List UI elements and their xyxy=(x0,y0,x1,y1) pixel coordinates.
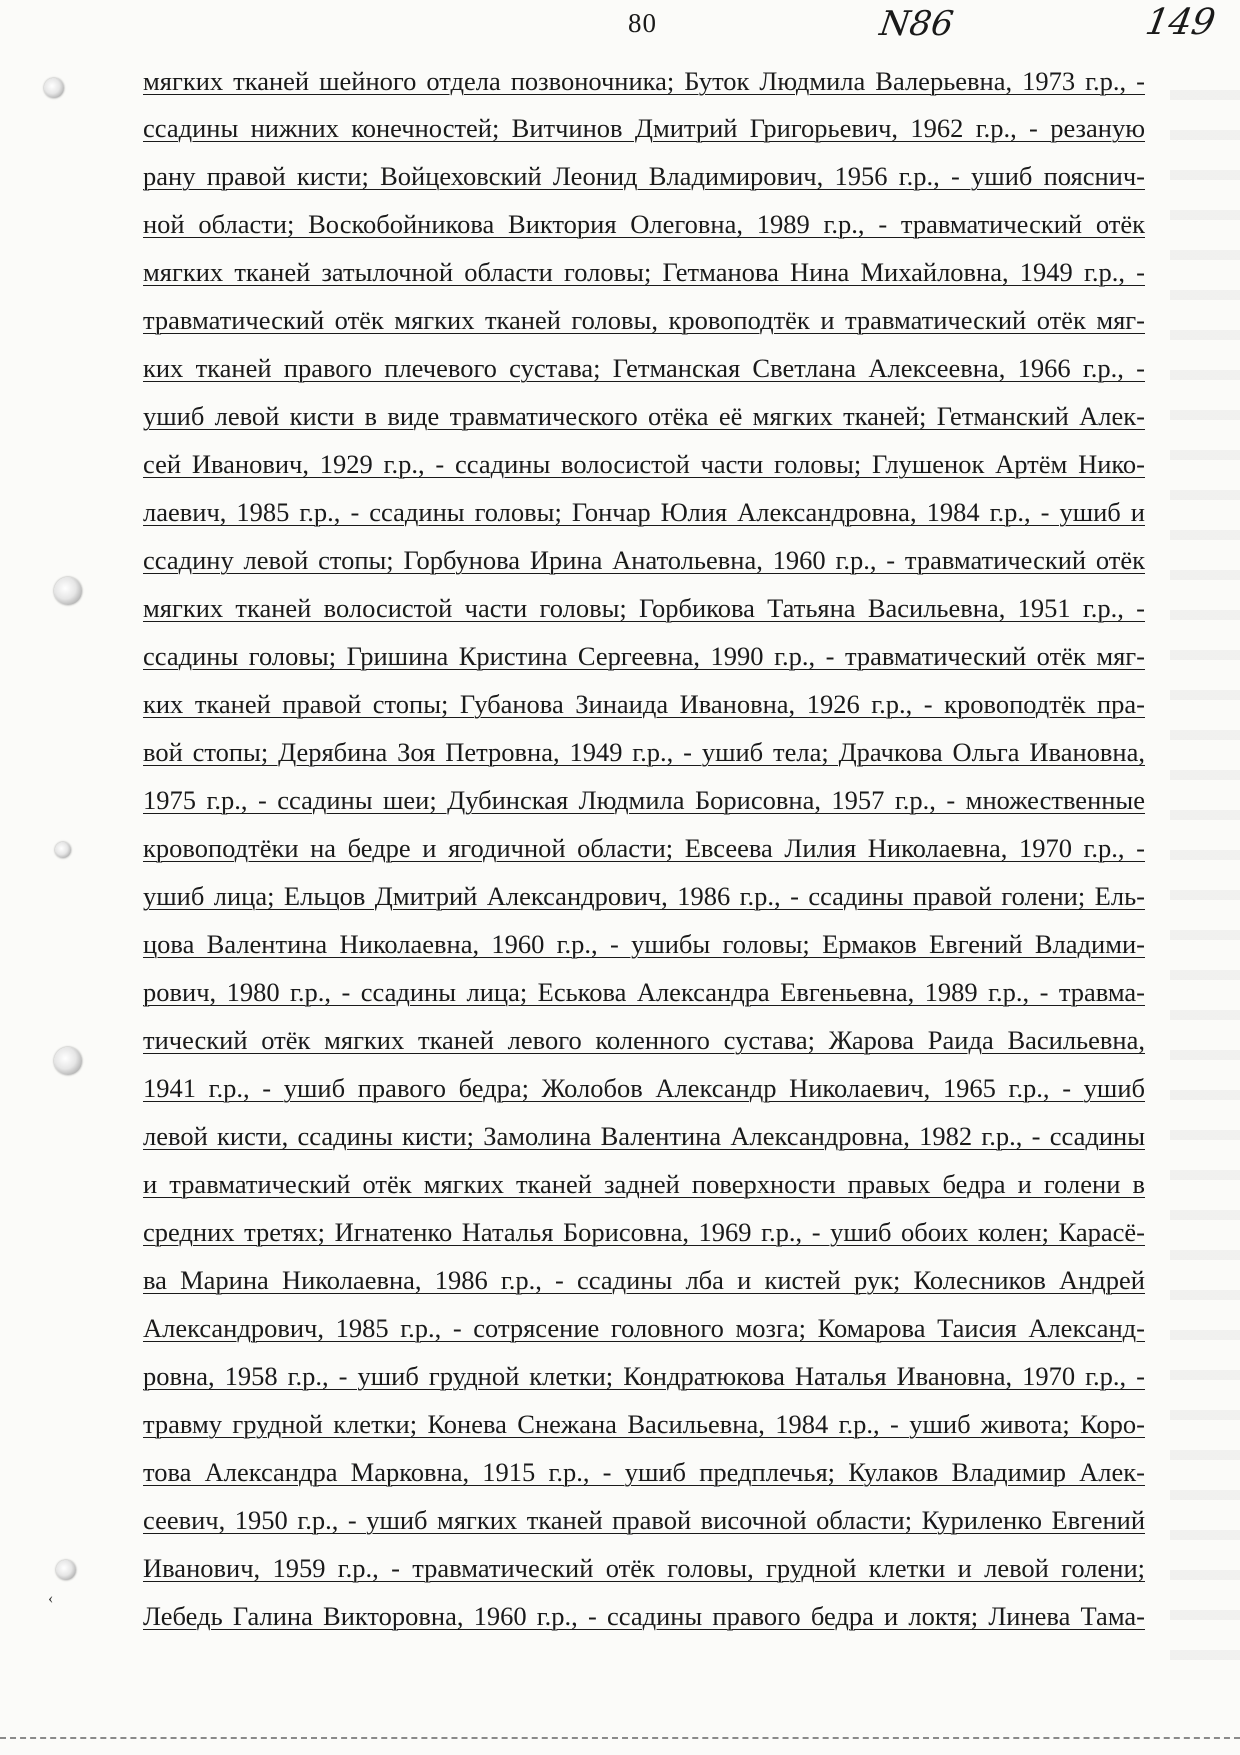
text-line: ссадины нижних конечностей; Витчинов Дмитрий Григорьевич, 1962 г.р., - резаную xyxy=(143,113,1145,143)
punch-hole xyxy=(44,78,64,98)
text-line: 1941 г.р., - ушиб правого бедра; Жолобов Александр Николаевич, 1965 г.р., - ушиб xyxy=(143,1073,1145,1103)
text-line: Лебедь Галина Викторовна, 1960 г.р., - ссадины правого бедра и локтя; Линева Тама- xyxy=(143,1601,1145,1631)
text-line: Иванович, 1959 г.р., - травматический отёк головы, грудной клетки и левой голени; xyxy=(143,1553,1145,1583)
text-line: рану правой кисти; Войцеховский Леонид Владимирович, 1956 г.р., - ушиб пояснич- xyxy=(143,161,1145,191)
text-line: ушиб левой кисти в виде травматического отёка её мягких тканей; Гетманский Алек- xyxy=(143,401,1145,431)
text-line: и травматический отёк мягких тканей задней поверхности правых бедра и голени в xyxy=(143,1169,1145,1199)
handwritten-case-number: N86 xyxy=(877,4,956,44)
text-line: ссадины головы; Гришина Кристина Сергеевна, 1990 г.р., - травматический отёк мяг- xyxy=(143,641,1145,671)
text-line: травму грудной клетки; Конева Снежана Васильевна, 1984 г.р., - ушиб живота; Коро- xyxy=(143,1409,1145,1439)
text-line: вой стопы; Дерябина Зоя Петровна, 1949 г.р., - ушиб тела; Драчкова Ольга Ивановна, xyxy=(143,737,1145,767)
text-line: лаевич, 1985 г.р., - ссадины головы; Гончар Юлия Александровна, 1984 г.р., - ушиб и xyxy=(143,497,1145,527)
text-line: кровоподтёки на бедре и ягодичной области; Евсеева Лилия Николаевна, 1970 г.р., - xyxy=(143,833,1145,863)
punch-hole xyxy=(56,1560,76,1580)
text-line: сей Иванович, 1929 г.р., - ссадины волосистой части головы; Глушенок Артём Нико- xyxy=(143,449,1145,479)
handwritten-sheet-number: 149 xyxy=(1142,2,1219,43)
text-line: тический отёк мягких тканей левого коленного сустава; Жарова Раида Васильевна, xyxy=(143,1025,1145,1055)
text-line: травматический отёк мягких тканей головы, кровоподтёк и травматический отёк мяг- xyxy=(143,305,1145,335)
text-line: ушиб лица; Ельцов Дмитрий Александрович, 1986 г.р., - ссадины правой голени; Ель- xyxy=(143,881,1145,911)
text-line: ких тканей правой стопы; Губанова Зинаида Ивановна, 1926 г.р., - кровоподтёк пра- xyxy=(143,689,1145,719)
text-line: ровна, 1958 г.р., - ушиб грудной клетки; Кондратюкова Наталья Ивановна, 1970 г.р., - xyxy=(143,1361,1145,1391)
scan-margin-mark: ‹ xyxy=(48,1590,54,1607)
text-line: левой кисти, ссадины кисти; Замолина Валентина Александровна, 1982 г.р., - ссадины xyxy=(143,1121,1145,1151)
text-line: ких тканей правого плечевого сустава; Гетманская Светлана Алексеевна, 1966 г.р., - xyxy=(143,353,1145,383)
text-line: цова Валентина Николаевна, 1960 г.р., - ушибы головы; Ермаков Евгений Владими- xyxy=(143,929,1145,959)
text-line: рович, 1980 г.р., - ссадины лица; Еськова Александра Евгеньевна, 1989 г.р., - травма- xyxy=(143,977,1145,1007)
text-line: сеевич, 1950 г.р., - ушиб мягких тканей правой височной области; Куриленко Евгений xyxy=(143,1505,1145,1535)
punch-hole xyxy=(55,842,71,858)
punch-hole xyxy=(54,1047,82,1075)
text-line: 1975 г.р., - ссадины шеи; Дубинская Людмила Борисовна, 1957 г.р., - множественные xyxy=(143,785,1145,815)
text-line: Александрович, 1985 г.р., - сотрясение головного мозга; Комарова Таисия Александ- xyxy=(143,1313,1145,1343)
text-line: ной области; Воскобойникова Виктория Олеговна, 1989 г.р., - травматический отёк xyxy=(143,209,1145,239)
text-line: средних третях; Игнатенко Наталья Борисовна, 1969 г.р., - ушиб обоих колен; Карасё- xyxy=(143,1217,1145,1247)
text-line: мягких тканей волосистой части головы; Горбикова Татьяна Васильевна, 1951 г.р., - xyxy=(143,593,1145,623)
text-line: ва Марина Николаевна, 1986 г.р., - ссадины лба и кистей рук; Колесников Андрей xyxy=(143,1265,1145,1295)
page-bottom-edge xyxy=(0,1737,1240,1739)
text-line: това Александра Марковна, 1915 г.р., - ушиб предплечья; Кулаков Владимир Алек- xyxy=(143,1457,1145,1487)
page-number: 80 xyxy=(628,8,657,38)
reverse-side-bleed xyxy=(1170,60,1240,1660)
text-line: мягких тканей шейного отдела позвоночника; Буток Людмила Валерьевна, 1973 г.р., - xyxy=(143,66,1145,96)
punch-hole xyxy=(54,577,82,605)
text-line: ссадину левой стопы; Горбунова Ирина Анатольевна, 1960 г.р., - травматический отёк xyxy=(143,545,1145,575)
text-line: мягких тканей затылочной области головы; Гетманова Нина Михайловна, 1949 г.р., - xyxy=(143,257,1145,287)
